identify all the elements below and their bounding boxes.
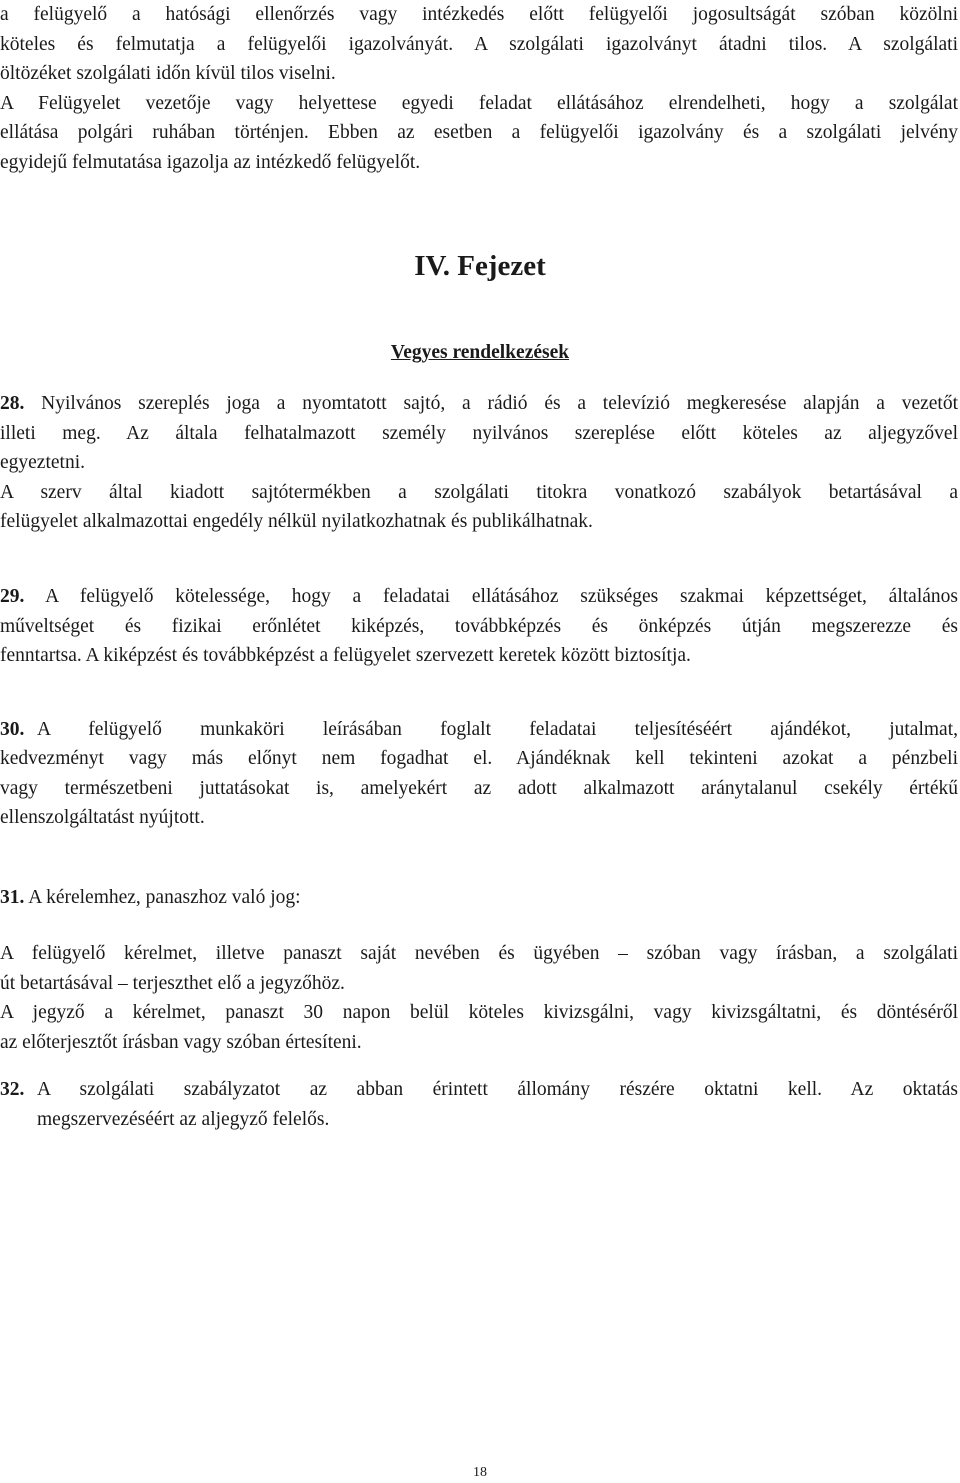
intro-line: egyidejű felmutatása igazolja az intézkedő felügyelőt. <box>0 151 421 173</box>
section-31-title <box>0 883 958 913</box>
intro-line: A Felügyelet vezetője vagy helyettese egyedi feladat ellátásához elrendelheti, hogy a szolgálat <box>0 92 958 114</box>
section-28 <box>0 389 958 537</box>
section-30-line: A felügyelő munkaköri leírásában foglalt feladatai teljesítéséért ajándékot, jutalmat, <box>37 719 958 740</box>
section-31-line: út betartásával – terjeszthet elő a jegyzőhöz. <box>0 972 345 994</box>
intro-line: öltözéket szolgálati időn kívül tilos viselni. <box>0 63 336 84</box>
page-number: 18 <box>473 1465 487 1480</box>
intro-paragraph <box>0 0 958 177</box>
section-30-line: kedvezményt vagy más előnyt nem fogadhat el. Ajándéknak kell tekinteni azokat a pénzbeli <box>0 748 958 769</box>
section-number: 32. <box>0 1079 25 1100</box>
section-30-line: ellenszolgáltatást nyújtott. <box>0 807 205 828</box>
section-number: 28. <box>0 393 25 414</box>
section-28-line <box>0 389 958 419</box>
section-31-line: az előterjesztőt írásban vagy szóban értesíteni. <box>0 1031 362 1053</box>
section-number: 30. <box>0 719 25 740</box>
section-28-text: Nyilvános szereplés joga a nyomtatott sajtó, a rádió és a televízió megkeresése alapján a vezetőt <box>41 393 958 414</box>
section-32-line: megszervezéséért az aljegyző felelős. <box>37 1108 330 1130</box>
section-29-line: műveltséget és fizikai erőnlétet kiképzés, továbbképzés és önképzés útján megszerezze és <box>0 615 958 637</box>
section-29-line: fenntartsa. A kiképzést és továbbképzést a felügyelet szervezett keretek között biztosítja. <box>0 645 691 666</box>
section-32-line: A szolgálati szabályzatot az abban érintett állomány részére oktatni kell. Az oktatás <box>37 1079 958 1100</box>
section-30 <box>37 715 958 745</box>
section-31-heading <box>0 883 958 913</box>
section-29-line <box>0 582 958 612</box>
section-31 <box>0 939 958 1057</box>
intro-line: a felügyelő a hatósági ellenőrzés vagy intézkedés előtt felügyelői jogosultságát szóban közölni <box>0 4 958 25</box>
chapter-title: IV. Fejezet <box>414 250 546 282</box>
section-28-line: illeti meg. Az általa felhatalmazott személy nyilvános szereplése előtt köteles az aljegyzővel <box>0 422 958 444</box>
intro-line: köteles és felmutatja a felügyelői igazolványát. A szolgálati igazolványt átadni tilos. A szolgálati <box>0 33 958 55</box>
intro-line: ellátása polgári ruhában történjen. Ebben az esetben a felügyelői igazolvány és a szolgálati jelvény <box>0 122 958 143</box>
section-28-line: A szerv által kiadott sajtótermékben a szolgálati titokra vonatkozó szabályok betartásával a <box>0 481 958 503</box>
section-number: 29. <box>0 586 25 607</box>
section-28-line: felügyelet alkalmazottai engedély nélkül nyilatkozhatnak és publikálhatnak. <box>0 511 593 532</box>
section-31-line: A jegyző a kérelmet, panaszt 30 napon belül köteles kivizsgálni, vagy kivizsgáltatni, és döntéséről <box>0 1002 958 1023</box>
section-29 <box>0 582 958 671</box>
section-number: 31. <box>0 887 25 908</box>
section-28-line: egyeztetni. <box>0 452 85 473</box>
section-31-line: A felügyelő kérelmet, illetve panaszt saját nevében és ügyében – szóban vagy írásban, a szolgálati <box>0 943 958 964</box>
section-32 <box>37 1075 958 1134</box>
section-30-continued <box>0 744 958 833</box>
section-29-text: A felügyelő kötelessége, hogy a feladatai ellátásához szükséges szakmai képzettséget, általános <box>45 586 958 607</box>
section-31-heading-text: A kérelemhez, panaszhoz való jog: <box>28 887 301 908</box>
chapter-subtitle: Vegyes rendelkezések <box>390 342 570 363</box>
section-30-line: vagy természetbeni juttatásokat is, amelyekért az adott alkalmazott aránytalanul csekély értékű <box>0 777 958 799</box>
